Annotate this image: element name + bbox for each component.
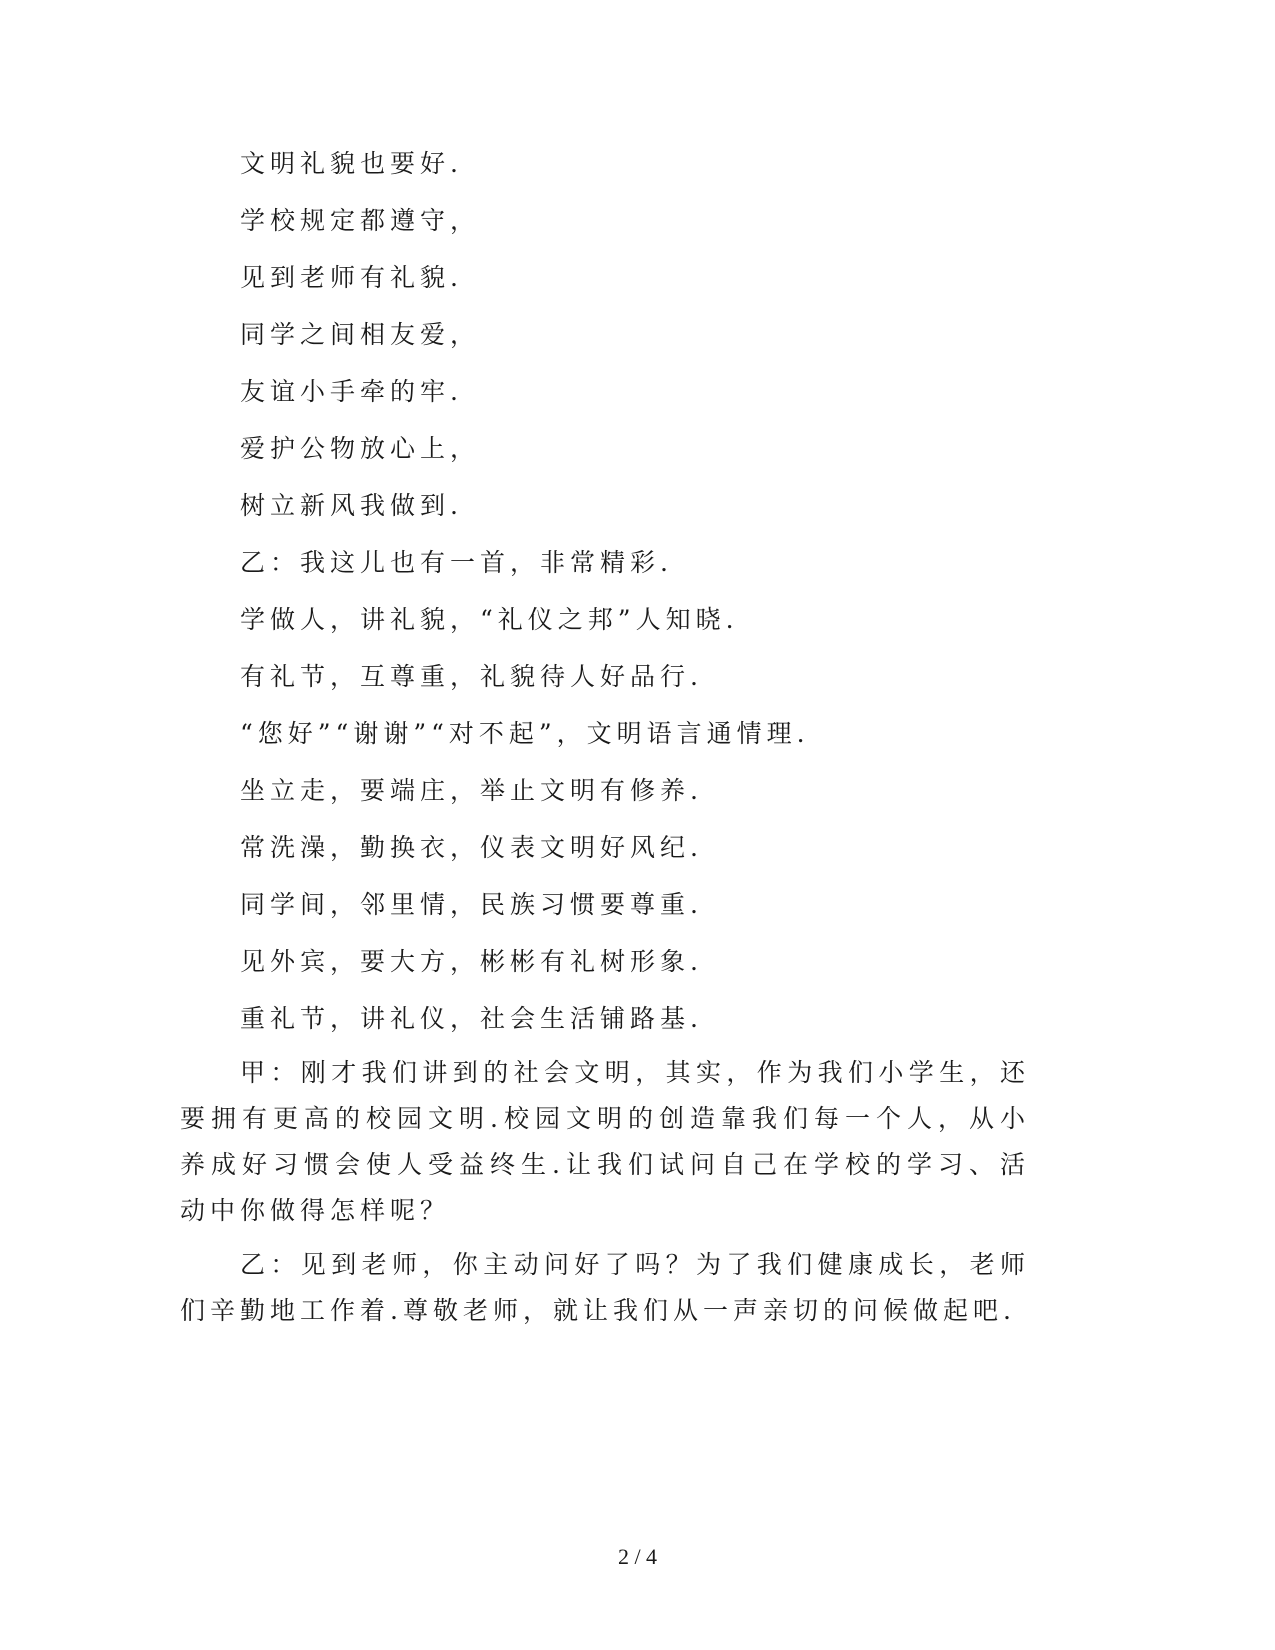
verse-line: 文明礼貌也要好. (240, 149, 463, 178)
body-paragraph: 甲：刚才我们讲到的社会文明，其实，作为我们小学生，还要拥有更高的校园文明.校园文明的创造靠我们每一个人，从小养成好习惯会使人受益终生.让我们试问自己在学校的学习、活动中你做得怎样呢？ (180, 1058, 1030, 1225)
verse-line: 有礼节，互尊重，礼貌待人好品行. (240, 662, 703, 691)
verse-line: 爱护公物放心上， (240, 434, 481, 463)
verse-line: 常洗澡，勤换衣，仪表文明好风纪. (240, 833, 703, 862)
body-paragraph: 乙：见到老师，你主动问好了吗？为了我们健康成长，老师们辛勤地工作着.尊敬老师，就让我们从一声亲切的问候做起吧. (180, 1250, 1030, 1325)
verse-line: 树立新风我做到. (240, 491, 463, 520)
verse-line: 见外宾，要大方，彬彬有礼树形象. (240, 947, 703, 976)
page-number: 2 / 4 (617, 1544, 658, 1569)
dialogue-line: 乙：我这儿也有一首，非常精彩. (240, 548, 673, 577)
verse-line: 同学间，邻里情，民族习惯要尊重. (240, 890, 703, 919)
verse-line: 学校规定都遵守， (240, 206, 481, 235)
verse-line: 见到老师有礼貌. (240, 263, 463, 292)
verse-line: “您好”“谢谢”“对不起”，文明语言通情理. (240, 719, 810, 748)
verse-line: 重礼节，讲礼仪，社会生活铺路基. (240, 1004, 703, 1033)
verse-line: 学做人，讲礼貌，“礼仪之邦”人知晓. (240, 605, 739, 634)
verse-line: 坐立走，要端庄，举止文明有修养. (240, 776, 703, 805)
verse-line: 同学之间相友爱， (240, 320, 481, 349)
verse-line: 友谊小手牵的牢. (240, 377, 463, 406)
